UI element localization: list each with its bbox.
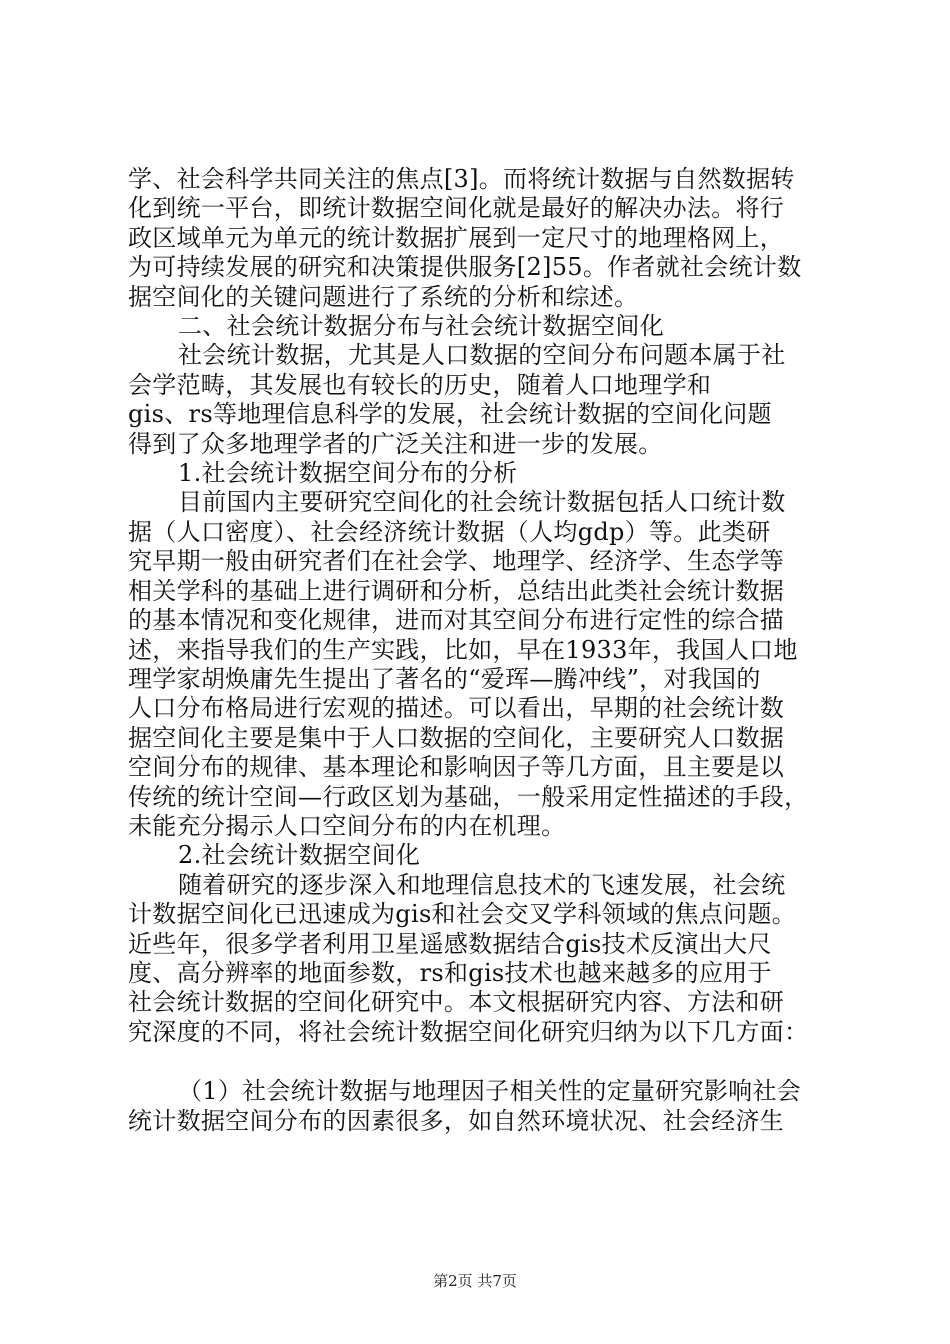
text-line: 相关学科的基础上进行调研和分析，总结出此类社会统计数据 [128,576,785,605]
text-line: 统计数据空间分布的因素很多，如自然环境状况、社会经济生 [128,1106,785,1135]
text-line: 会学范畴，其发展也有较长的历史，随着人口地理学和 [128,370,712,399]
text-line: 学、社会科学共同关注的焦点[3]。而将统计数据与自然数据转 [128,165,795,193]
text-line: 究深度的不同，将社会统计数据空间化研究归纳为以下几方面： [128,1017,809,1046]
text-line: 空间分布的规律、基本理论和影响因子等几方面，且主要是以 [128,753,785,782]
text-line: 究早期一般由研究者们在社会学、地理学、经济学、生态学等 [128,547,785,576]
page-number-footer: 第2页 共7页 [433,1272,517,1290]
text-line: 人口分布格局进行宏观的描述。可以看出，早期的社会统计数 [128,694,785,723]
body-text [128,165,828,1136]
text-line: 据（人口密度）、社会经济统计数据（人均gdp）等。此类研 [128,517,771,546]
text-line: 计数据空间化已迅速成为gis和社会交叉学科领域的焦点问题。 [128,900,797,929]
text-line: 据空间化的关键问题进行了系统的分析和综述。 [128,282,639,311]
section-heading: 二、社会统计数据分布与社会统计数据空间化 [178,312,664,341]
text-line: 述，来指导我们的生产实践，比如，早在1933年，我国人口地 [128,635,798,664]
text-line: 理学家胡焕庸先生提出了著名的“爱珲—腾冲线”，对我国的 [128,664,761,693]
text-line: 度、高分辨率的地面参数，rs和gis技术也越来越多的应用于 [128,958,772,987]
text-line: 化到统一平台，即统计数据空间化就是最好的解决办法。将行 [128,194,785,223]
paragraph-gap [128,1047,828,1077]
text-line: 社会统计数据的空间化研究中。本文根据研究内容、方法和研 [128,988,785,1017]
text-line: 政区域单元为单元的统计数据扩展到一定尺寸的地理格网上， [128,223,785,252]
text-line: 得到了众多地理学者的广泛关注和进一步的发展。 [128,429,663,458]
text-line: 目前国内主要研究空间化的社会统计数据包括人口统计数 [178,488,786,517]
text-line: 近些年，很多学者利用卫星遥感数据结合gis技术反演出大尺 [128,929,772,958]
subsection-heading: 1.社会统计数据空间分布的分析 [178,459,518,488]
text-line: 随着研究的逐步深入和地理信息技术的飞速发展，社会统 [178,870,786,899]
text-line: 传统的统计空间—行政区划为基础，一般采用定性描述的手段， [128,782,809,811]
text-line: 为可持续发展的研究和决策提供服务[2]55。作者就社会统计数 [128,253,802,282]
text-line: 据空间化主要是集中于人口数据的空间化，主要研究人口数据 [128,723,785,752]
subsection-heading: 2.社会统计数据空间化 [178,841,421,870]
text-line: 未能充分揭示人口空间分布的内在机理。 [128,811,566,840]
text-line: 的基本情况和变化规律，进而对其空间分布进行定性的综合描 [128,606,785,635]
text-line: gis、rs等地理信息科学的发展，社会统计数据的空间化问题 [128,400,772,429]
text-line: （1）社会统计数据与地理因子相关性的定量研究影响社会 [178,1077,802,1106]
text-line: 社会统计数据，尤其是人口数据的空间分布问题本属于社 [178,341,786,370]
